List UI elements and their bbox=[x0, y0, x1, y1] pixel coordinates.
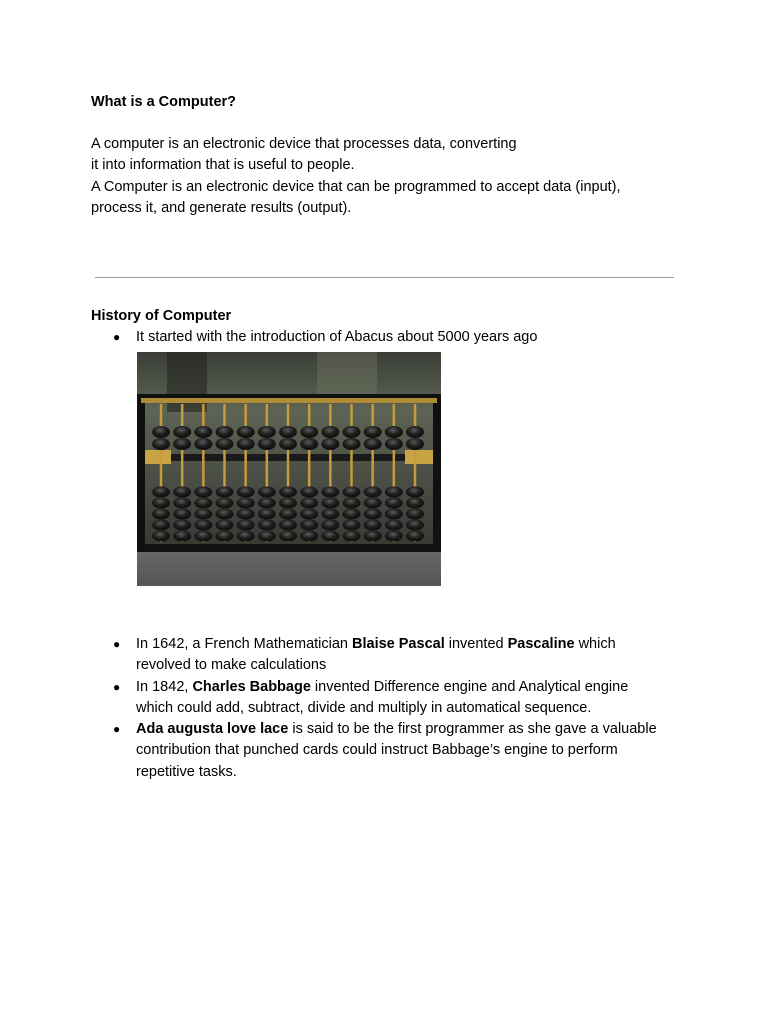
abacus-bead bbox=[406, 509, 424, 520]
abacus-bead bbox=[343, 498, 361, 509]
list-item-line: which could add, subtract, divide and multiply in automatical sequence. bbox=[136, 699, 592, 716]
bold-name: Pascaline bbox=[507, 636, 575, 652]
abacus-bead bbox=[343, 531, 361, 542]
abacus-bead bbox=[237, 438, 255, 450]
text-run: which bbox=[574, 636, 616, 652]
list-item-babbage bbox=[91, 677, 691, 720]
text-run: In 1642, a French Mathematician bbox=[136, 636, 353, 652]
abacus-bead bbox=[194, 531, 212, 542]
text-run: In 1842, bbox=[136, 678, 193, 695]
abacus-bead bbox=[194, 498, 212, 509]
abacus-bead bbox=[152, 498, 170, 509]
abacus-bead bbox=[194, 438, 212, 450]
text-run: invented Difference engine and Analytical engine bbox=[310, 678, 629, 695]
abacus-bead bbox=[279, 426, 297, 438]
abacus-bead bbox=[300, 509, 318, 520]
abacus-bead bbox=[258, 487, 276, 498]
list-item-line: contribution that punched cards could instruct Babbage’s engine to perform bbox=[136, 742, 618, 759]
definition-line: process it, and generate results (output). bbox=[91, 199, 352, 216]
abacus-bead bbox=[321, 426, 339, 438]
abacus-bead bbox=[216, 520, 234, 531]
list-item-text: It started with the introduction of Abacus about 5000 years ago bbox=[136, 329, 538, 345]
abacus-bead bbox=[279, 520, 297, 531]
abacus-bead bbox=[216, 438, 234, 450]
abacus-bead bbox=[385, 426, 403, 438]
section-title-history: History of Computer bbox=[91, 308, 232, 324]
abacus-bead bbox=[321, 520, 339, 531]
list-item-line: repetitive tasks. bbox=[136, 763, 237, 780]
abacus-bead bbox=[343, 438, 361, 450]
abacus-bead bbox=[173, 487, 191, 498]
abacus-bead bbox=[279, 509, 297, 520]
bullet-icon: ● bbox=[113, 679, 121, 694]
text-run: invented bbox=[444, 636, 508, 652]
abacus-bead bbox=[173, 498, 191, 509]
abacus-bead bbox=[300, 531, 318, 542]
abacus-bead bbox=[173, 531, 191, 542]
abacus-bead bbox=[237, 487, 255, 498]
list-item bbox=[91, 327, 691, 348]
abacus-bead bbox=[279, 531, 297, 542]
abacus-bead bbox=[152, 438, 170, 450]
abacus-bead bbox=[364, 426, 382, 438]
abacus-image bbox=[137, 352, 441, 586]
abacus-bead bbox=[216, 487, 234, 498]
abacus-bead bbox=[300, 487, 318, 498]
abacus-photo bbox=[137, 352, 441, 586]
abacus-bead bbox=[385, 509, 403, 520]
list-item-line bbox=[136, 634, 691, 655]
bold-name: Blaise Pascal bbox=[352, 636, 445, 652]
abacus-bead bbox=[279, 487, 297, 498]
definition-line: A Computer is an electronic device that can be programmed to accept data (input), bbox=[91, 178, 621, 195]
abacus-bead bbox=[364, 531, 382, 542]
abacus-bead bbox=[216, 509, 234, 520]
list-item-line bbox=[136, 677, 691, 698]
abacus-bead bbox=[321, 531, 339, 542]
bold-name: Charles Babbage bbox=[192, 678, 311, 695]
abacus-bead bbox=[237, 531, 255, 542]
list-item-ada bbox=[91, 719, 691, 783]
list-item-line bbox=[136, 719, 691, 740]
abacus-bead bbox=[300, 438, 318, 450]
abacus-bead bbox=[385, 438, 403, 450]
abacus-bead bbox=[237, 509, 255, 520]
abacus-bead bbox=[406, 426, 424, 438]
abacus-bead bbox=[343, 509, 361, 520]
definition-line: A computer is an electronic device that processes data, converting bbox=[91, 136, 517, 152]
bullet-icon: ● bbox=[113, 330, 121, 344]
horizontal-divider bbox=[95, 277, 674, 278]
abacus-bead bbox=[300, 498, 318, 509]
abacus-bead bbox=[194, 487, 212, 498]
abacus-bead bbox=[152, 487, 170, 498]
abacus-bead bbox=[385, 531, 403, 542]
text-run: is said to be the first programmer as she gave a valuable bbox=[288, 721, 657, 738]
abacus-bead bbox=[173, 438, 191, 450]
abacus-bead bbox=[385, 498, 403, 509]
abacus-bead bbox=[321, 509, 339, 520]
abacus-bead bbox=[216, 498, 234, 509]
section-title-what-is-computer: What is a Computer? bbox=[91, 94, 237, 110]
abacus-bead bbox=[258, 438, 276, 450]
abacus-bead bbox=[152, 520, 170, 531]
abacus-bead bbox=[343, 487, 361, 498]
abacus-bead bbox=[258, 531, 276, 542]
history-list-intro bbox=[91, 327, 691, 348]
abacus-bead bbox=[364, 487, 382, 498]
abacus-bead bbox=[237, 520, 255, 531]
abacus-bead bbox=[364, 520, 382, 531]
abacus-bead bbox=[364, 498, 382, 509]
abacus-bead bbox=[406, 498, 424, 509]
abacus-bead bbox=[258, 509, 276, 520]
abacus-bead bbox=[321, 438, 339, 450]
abacus-bead bbox=[173, 426, 191, 438]
abacus-bead bbox=[152, 531, 170, 542]
abacus-bead bbox=[300, 520, 318, 531]
abacus-bead bbox=[152, 426, 170, 438]
bullet-icon: ● bbox=[113, 637, 121, 651]
abacus-bead bbox=[237, 426, 255, 438]
definition-paragraph bbox=[91, 134, 691, 219]
abacus-bead bbox=[406, 531, 424, 542]
definition-line: it into information that is useful to people. bbox=[91, 157, 355, 174]
abacus-bead bbox=[152, 509, 170, 520]
abacus-bead bbox=[321, 487, 339, 498]
abacus-bead bbox=[237, 498, 255, 509]
history-list-details bbox=[91, 634, 691, 783]
abacus-bead bbox=[258, 520, 276, 531]
abacus-bead bbox=[173, 520, 191, 531]
abacus-bead bbox=[385, 487, 403, 498]
abacus-bead bbox=[279, 438, 297, 450]
abacus-bead bbox=[258, 498, 276, 509]
abacus-bead bbox=[321, 498, 339, 509]
abacus-bead bbox=[173, 509, 191, 520]
abacus-bead bbox=[406, 487, 424, 498]
abacus-bead bbox=[300, 426, 318, 438]
abacus-bead bbox=[364, 438, 382, 450]
abacus-bead bbox=[406, 438, 424, 450]
abacus-bead bbox=[343, 426, 361, 438]
list-item-pascal bbox=[91, 634, 691, 677]
bullet-icon: ● bbox=[113, 722, 121, 737]
abacus-bead bbox=[194, 509, 212, 520]
abacus-bead bbox=[216, 531, 234, 542]
abacus-bead bbox=[406, 520, 424, 531]
abacus-bead bbox=[194, 426, 212, 438]
abacus-bead bbox=[343, 520, 361, 531]
abacus-bead bbox=[194, 520, 212, 531]
bold-name: Ada augusta love lace bbox=[136, 721, 289, 738]
abacus-bead bbox=[258, 426, 276, 438]
list-item-line: revolved to make calculations bbox=[136, 657, 327, 674]
abacus-bead bbox=[279, 498, 297, 509]
abacus-bead bbox=[216, 426, 234, 438]
abacus-bead bbox=[364, 509, 382, 520]
abacus-bead bbox=[385, 520, 403, 531]
